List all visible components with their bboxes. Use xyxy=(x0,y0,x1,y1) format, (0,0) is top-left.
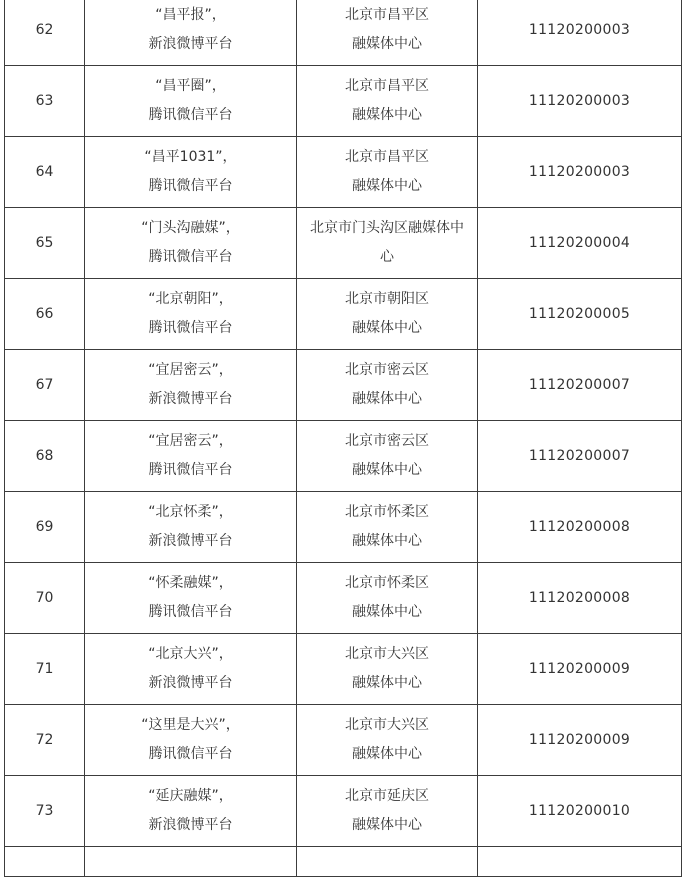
unit-name-line1: 北京市大兴区 xyxy=(345,646,429,662)
row-number: 69 xyxy=(5,492,85,563)
table-row xyxy=(5,137,682,208)
unit-cell xyxy=(297,563,478,634)
registration-code: 11120200003 xyxy=(478,66,682,137)
table-row xyxy=(5,208,682,279)
account-platform: 腾讯微信平台 xyxy=(148,320,233,336)
account-platform: 腾讯微信平台 xyxy=(148,107,233,123)
unit-cell xyxy=(297,350,478,421)
unit-name-line2: 融媒体中心 xyxy=(352,675,422,691)
account-platform: 腾讯微信平台 xyxy=(148,249,233,265)
row-number: 73 xyxy=(5,776,85,847)
account-cell-empty xyxy=(85,847,297,877)
unit-cell xyxy=(297,137,478,208)
account-cell xyxy=(85,0,297,66)
account-name: “怀柔融媒”， xyxy=(148,575,233,591)
account-name: “昌平圈”， xyxy=(155,78,226,94)
unit-name-line1: 北京市大兴区 xyxy=(345,717,429,733)
registration-code: 11120200007 xyxy=(478,421,682,492)
unit-name-line1: 北京市怀柔区 xyxy=(345,504,429,520)
unit-name-line1: 北京市密云区 xyxy=(345,433,429,449)
unit-cell-empty xyxy=(297,847,478,877)
table-row xyxy=(5,492,682,563)
account-name: “昌平报”， xyxy=(155,7,226,23)
unit-name-line2: 融媒体中心 xyxy=(352,746,422,762)
account-cell xyxy=(85,421,297,492)
account-name: “宜居密云”， xyxy=(148,362,233,378)
unit-cell xyxy=(297,776,478,847)
unit-cell xyxy=(297,279,478,350)
unit-name-line2: 融媒体中心 xyxy=(352,36,422,52)
account-platform: 腾讯微信平台 xyxy=(148,178,233,194)
row-number: 65 xyxy=(5,208,85,279)
registration-code: 11120200007 xyxy=(478,350,682,421)
unit-cell xyxy=(297,66,478,137)
account-cell xyxy=(85,634,297,705)
account-cell xyxy=(85,492,297,563)
registration-code: 11120200009 xyxy=(478,705,682,776)
account-cell xyxy=(85,563,297,634)
unit-name-line2: 融媒体中心 xyxy=(352,391,422,407)
unit-name-line2: 融媒体中心 xyxy=(352,178,422,194)
unit-name-line2: 心 xyxy=(380,249,394,265)
account-platform: 新浪微博平台 xyxy=(148,817,233,833)
unit-cell xyxy=(297,634,478,705)
account-name: “延庆融媒”， xyxy=(148,788,233,804)
registration-code-empty xyxy=(478,847,682,877)
row-number: 64 xyxy=(5,137,85,208)
table-row xyxy=(5,705,682,776)
account-platform: 新浪微博平台 xyxy=(148,675,233,691)
registration-code: 11120200004 xyxy=(478,208,682,279)
account-name: “北京朝阳”， xyxy=(148,291,233,307)
unit-name-line2: 融媒体中心 xyxy=(352,604,422,620)
registration-code: 11120200010 xyxy=(478,776,682,847)
table-row xyxy=(5,66,682,137)
unit-name-line1: 北京市昌平区 xyxy=(345,78,429,94)
table-row xyxy=(5,279,682,350)
account-cell xyxy=(85,66,297,137)
unit-name-line1: 北京市怀柔区 xyxy=(345,575,429,591)
account-cell xyxy=(85,776,297,847)
registration-code: 11120200008 xyxy=(478,492,682,563)
unit-name-line2: 融媒体中心 xyxy=(352,533,422,549)
unit-name-line1: 北京市延庆区 xyxy=(345,788,429,804)
account-name: “这里是大兴”， xyxy=(141,717,240,733)
unit-cell xyxy=(297,705,478,776)
table-row-partial xyxy=(5,847,682,877)
account-cell xyxy=(85,279,297,350)
unit-name-line2: 融媒体中心 xyxy=(352,462,422,478)
unit-name-line1: 北京市昌平区 xyxy=(345,7,429,23)
account-name: “北京怀柔”， xyxy=(148,504,233,520)
unit-cell xyxy=(297,421,478,492)
registration-code: 11120200003 xyxy=(478,137,682,208)
unit-name-line2: 融媒体中心 xyxy=(352,320,422,336)
table-row xyxy=(5,421,682,492)
registration-code: 11120200003 xyxy=(478,0,682,66)
row-number: 62 xyxy=(5,0,85,66)
account-name: “门头沟融媒”， xyxy=(141,220,240,236)
account-platform: 新浪微博平台 xyxy=(148,36,233,52)
registration-code: 11120200009 xyxy=(478,634,682,705)
registration-code: 11120200005 xyxy=(478,279,682,350)
row-number: 72 xyxy=(5,705,85,776)
row-number-empty xyxy=(5,847,85,877)
table-row xyxy=(5,0,682,66)
account-platform: 新浪微博平台 xyxy=(148,391,233,407)
account-platform: 腾讯微信平台 xyxy=(148,746,233,762)
table-row xyxy=(5,776,682,847)
account-name: “昌平1031”， xyxy=(144,149,237,165)
row-number: 71 xyxy=(5,634,85,705)
table-row xyxy=(5,563,682,634)
unit-name-line1: 北京市昌平区 xyxy=(345,149,429,165)
row-number: 68 xyxy=(5,421,85,492)
unit-cell xyxy=(297,0,478,66)
account-cell xyxy=(85,208,297,279)
account-name: “宜居密云”， xyxy=(148,433,233,449)
row-number: 67 xyxy=(5,350,85,421)
account-cell xyxy=(85,350,297,421)
registry-table-body xyxy=(5,0,682,877)
account-name: “北京大兴”， xyxy=(148,646,233,662)
account-platform: 腾讯微信平台 xyxy=(148,604,233,620)
unit-name-line1: 北京市门头沟区融媒体中 xyxy=(310,220,464,236)
unit-name-line2: 融媒体中心 xyxy=(352,817,422,833)
table-row xyxy=(5,634,682,705)
row-number: 63 xyxy=(5,66,85,137)
account-cell xyxy=(85,705,297,776)
account-cell xyxy=(85,137,297,208)
row-number: 66 xyxy=(5,279,85,350)
unit-cell xyxy=(297,492,478,563)
unit-name-line1: 北京市朝阳区 xyxy=(345,291,429,307)
account-platform: 腾讯微信平台 xyxy=(148,462,233,478)
registry-table-container xyxy=(4,0,681,877)
row-number: 70 xyxy=(5,563,85,634)
table-row xyxy=(5,350,682,421)
registry-table xyxy=(4,0,682,877)
account-platform: 新浪微博平台 xyxy=(148,533,233,549)
unit-name-line1: 北京市密云区 xyxy=(345,362,429,378)
registration-code: 11120200008 xyxy=(478,563,682,634)
unit-name-line2: 融媒体中心 xyxy=(352,107,422,123)
unit-cell xyxy=(297,208,478,279)
